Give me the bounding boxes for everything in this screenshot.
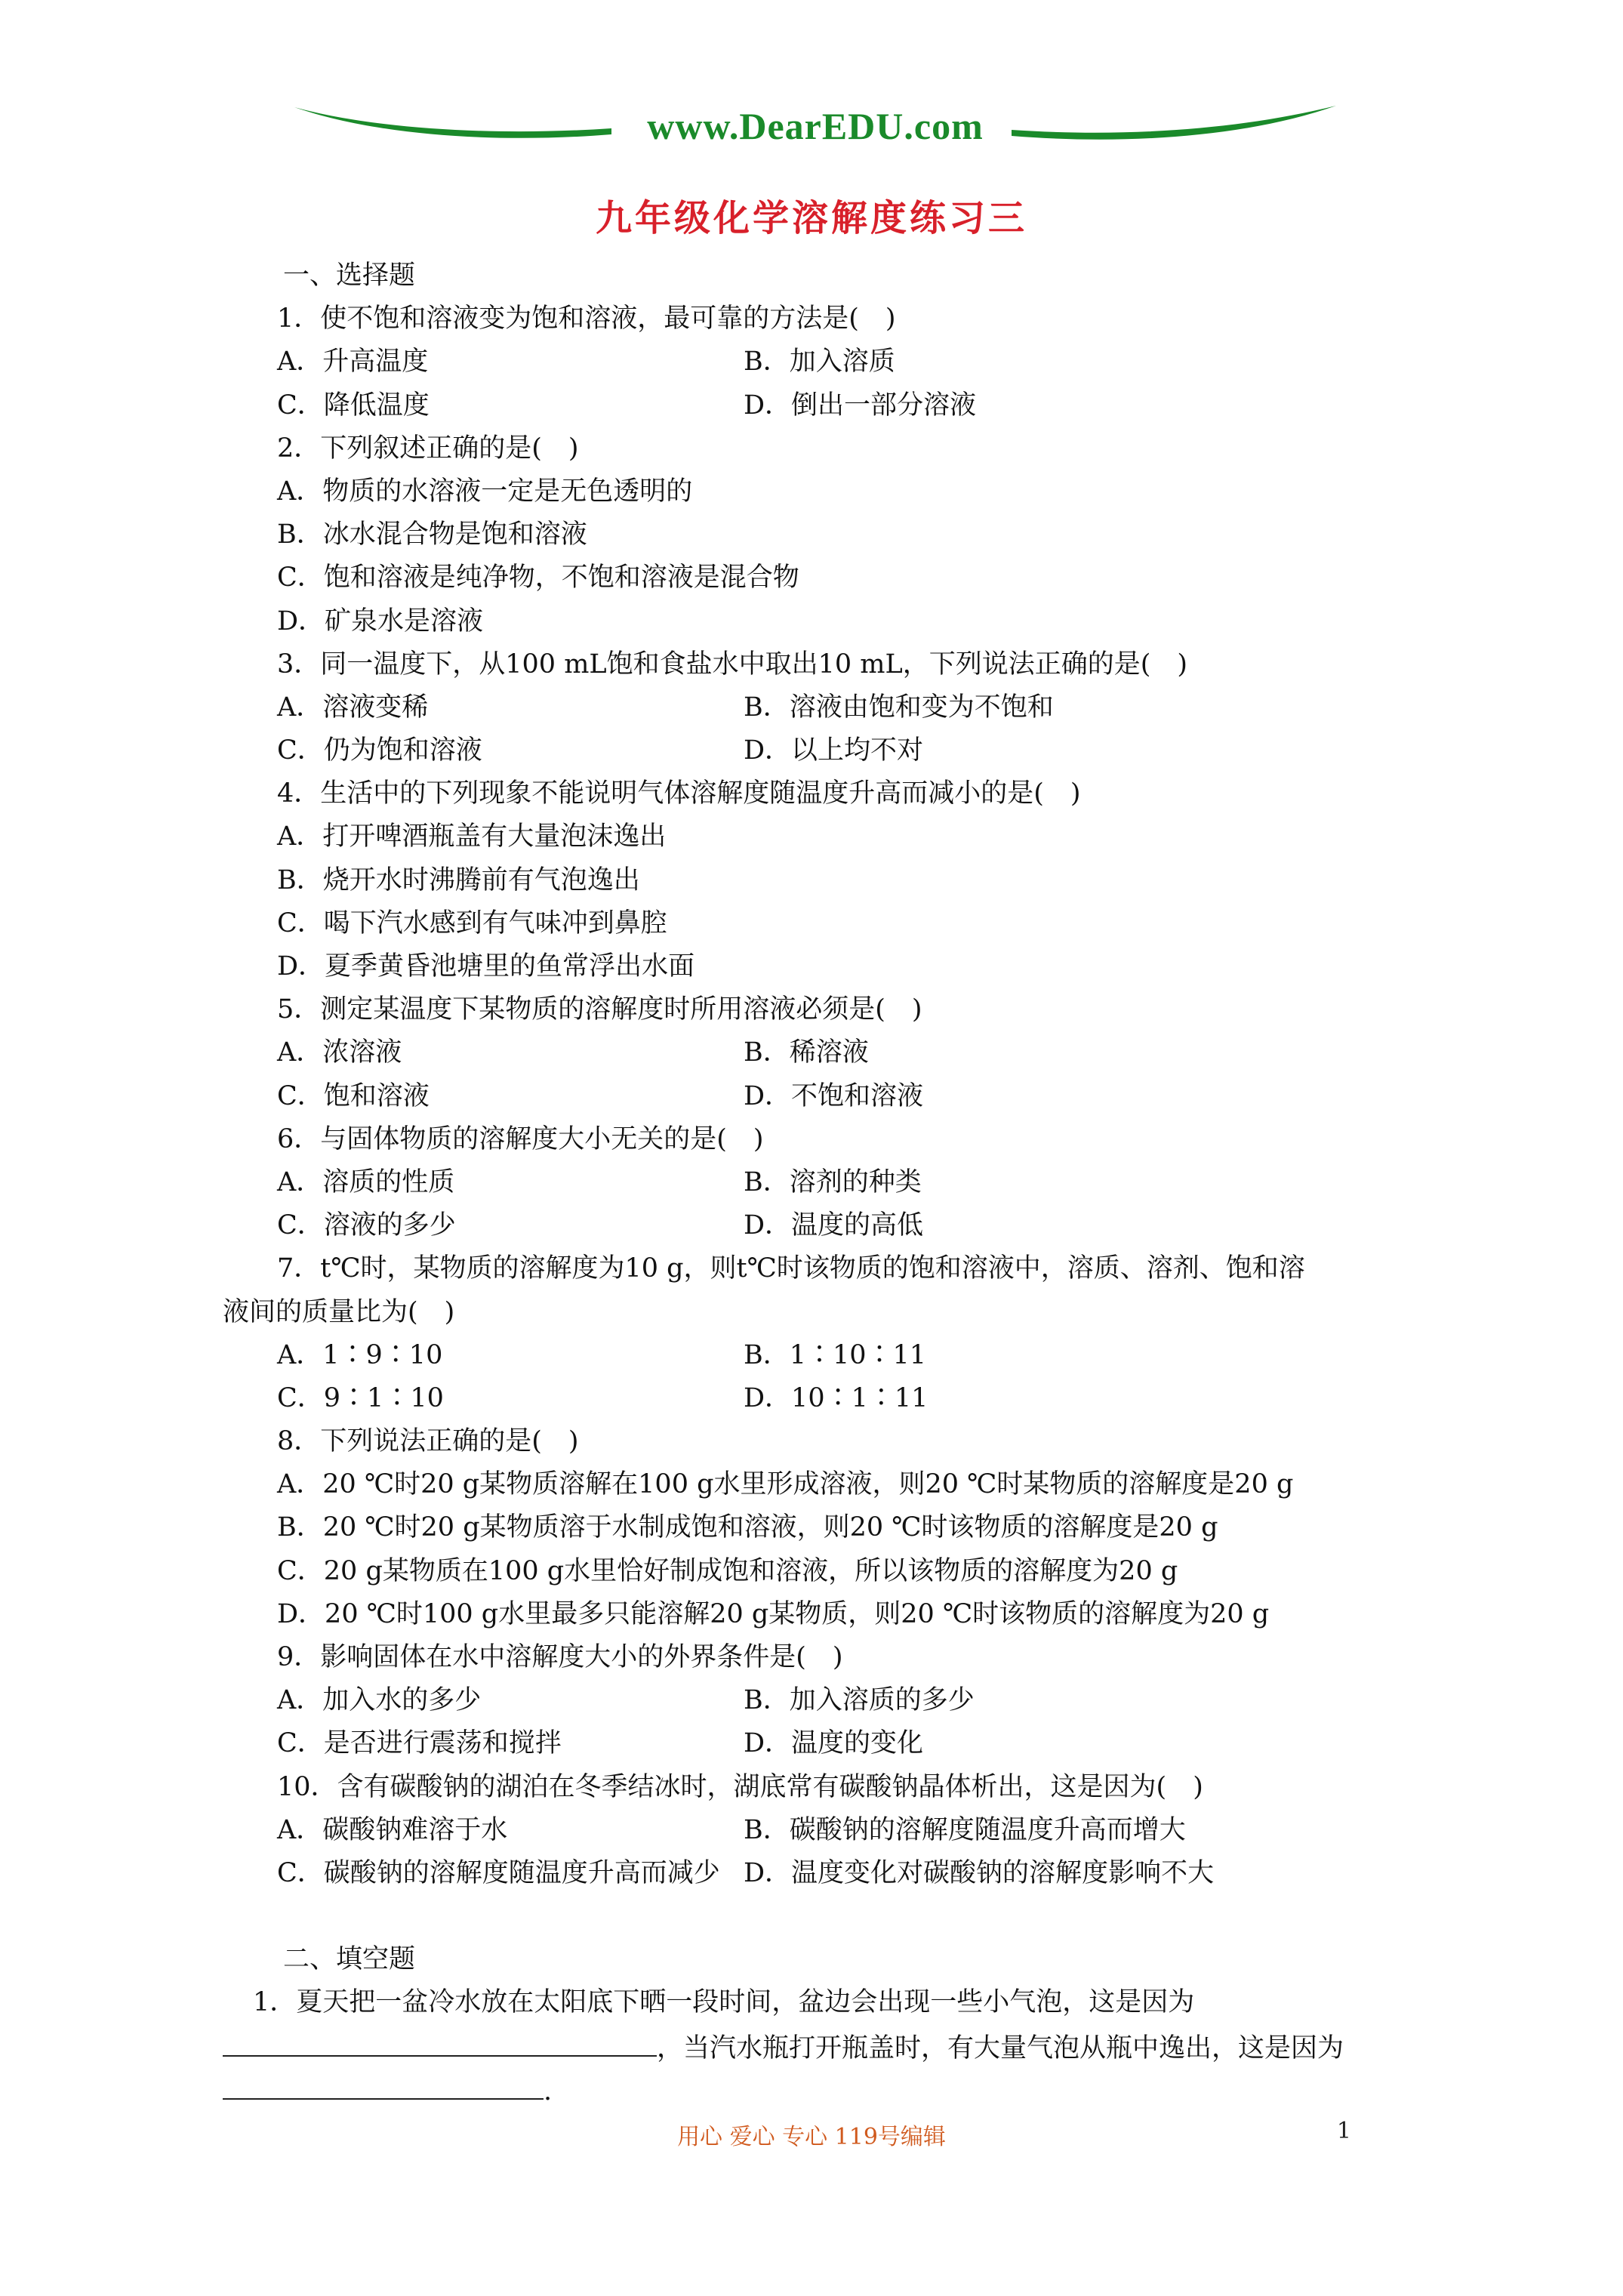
option-a: A．溶质的性质: [277, 1166, 455, 1197]
option-d: D．夏季黄昏池塘里的鱼常浮出水面: [277, 951, 695, 982]
question-8-stem: 8．下列说法正确的是( ): [277, 1426, 579, 1457]
option-c: C．是否进行震荡和搅拌: [277, 1728, 562, 1759]
section-heading-fill: 二、填空题: [283, 1944, 416, 1975]
page-title: 九年级化学溶解度练习三: [595, 197, 1027, 239]
option-b: B．碳酸钠的溶解度随温度升高而增大: [744, 1814, 1186, 1845]
option-b: B．溶液由饱和变为不饱和: [744, 692, 1054, 723]
question-9-options-ab: [223, 1679, 1431, 1722]
question-6-options-cd: [223, 1204, 1431, 1247]
question-5-stem: 5．测定某温度下某物质的溶解度时所用溶液必须是( ): [277, 994, 922, 1025]
option-d: D．10∶1∶11: [744, 1382, 929, 1413]
option-a: A．碳酸钠难溶于水: [277, 1814, 508, 1845]
question-7-options-cd: [223, 1377, 1431, 1420]
question-1-stem: 1．使不饱和溶液变为饱和溶液，最可靠的方法是( ): [277, 304, 896, 334]
section-gap: [223, 1895, 1431, 1938]
option-b: B．加入溶质: [744, 347, 895, 378]
option-c: C．碳酸钠的溶解度随温度升高而减少: [277, 1857, 720, 1888]
question-5-options-cd: [223, 1075, 1431, 1118]
page-footer: [0, 2118, 1623, 2156]
option-a: A．20 ℃时20 g某物质溶解在100 g水里形成溶液，则20 ℃时某物质的溶解度是20 g: [277, 1469, 1294, 1500]
fill-question-1-cont: [223, 2025, 1431, 2068]
option-d: D．20 ℃时100 g水里最多只能溶解20 g某物质，则20 ℃时该物质的溶解度为20 g: [277, 1598, 1270, 1629]
section-heading-choice: 一、选择题: [283, 260, 416, 291]
option-d: D．温度的变化: [744, 1728, 924, 1759]
question-3-options-ab: [223, 686, 1431, 729]
option-b: B．加入溶质的多少: [744, 1685, 975, 1716]
footer-text: 用心 爱心 专心 119号编辑: [677, 2124, 946, 2150]
option-b: B．20 ℃时20 g某物质溶于水制成饱和溶液，则20 ℃时该物质的溶解度是20 g: [277, 1512, 1218, 1543]
option-c: C．溶液的多少: [277, 1210, 456, 1241]
option-c: C．9∶1∶10: [277, 1382, 444, 1413]
option-d: D．温度变化对碳酸钠的溶解度影响不大: [744, 1857, 1215, 1888]
option-a: A．1∶9∶10: [277, 1339, 443, 1370]
question-3-options-cd: [223, 729, 1431, 772]
option-a: A．溶液变稀: [277, 692, 429, 723]
option-a: A．物质的水溶液一定是无色透明的: [277, 476, 693, 507]
page-number: 1: [1336, 2118, 1351, 2144]
fill-question-1: 1．夏天把一盆冷水放在太阳底下晒一段时间，盆边会出现一些小气泡，这是因为: [253, 1987, 1195, 2018]
question-4-stem: 4．生活中的下列现象不能说明气体溶解度随温度升高而减小的是( ): [277, 778, 1081, 809]
question-10-options-cd: [223, 1852, 1431, 1895]
option-b: B．烧开水时沸腾前有气泡逸出: [277, 864, 640, 895]
question-1-options-cd: [223, 384, 1431, 427]
option-a: A．升高温度: [277, 347, 429, 378]
option-d: D．以上均不对: [744, 735, 924, 766]
question-3-stem: 3．同一温度下，从100 mL饱和食盐水中取出10 mL，下列说法正确的是( ): [277, 649, 1188, 680]
question-10-options-ab: [223, 1809, 1431, 1852]
answer-blank[interactable]: [223, 2025, 657, 2057]
question-2-stem: 2．下列叙述正确的是( ): [277, 433, 579, 464]
question-7-options-ab: [223, 1334, 1431, 1377]
question-7-stem-cont: 液间的质量比为( ): [223, 1296, 455, 1327]
question-6-stem: 6．与固体物质的溶解度大小无关的是( ): [277, 1123, 764, 1154]
fill-question-1-text: ，当汽水瓶打开瓶盖时，有大量气泡从瓶中逸出，这是因为: [657, 2032, 1344, 2063]
option-d: D．温度的高低: [744, 1210, 924, 1241]
option-a: A．浓溶液: [277, 1037, 402, 1068]
option-c: C．饱和溶液: [277, 1080, 430, 1111]
question-9-stem: 9．影响固体在水中溶解度大小的外界条件是( ): [277, 1642, 843, 1672]
option-c: C．降低温度: [277, 390, 430, 421]
question-1-options-ab: [223, 341, 1431, 384]
site-logo-text: www.DearEDU.com: [647, 105, 984, 147]
option-d: D．不饱和溶液: [744, 1080, 924, 1111]
option-a: A．加入水的多少: [277, 1685, 482, 1716]
option-c: C．20 g某物质在100 g水里恰好制成饱和溶液，所以该物质的溶解度为20 g: [277, 1555, 1178, 1586]
option-c: C．饱和溶液是纯净物，不饱和溶液是混合物: [277, 562, 799, 593]
option-b: B．冰水混合物是饱和溶液: [277, 519, 587, 550]
option-a: A．打开啤酒瓶盖有大量泡沫逸出: [277, 821, 667, 852]
document-body: [223, 254, 1431, 2111]
question-7-stem: 7．t℃时，某物质的溶解度为10 g，则t℃时该物质的饱和溶液中，溶质、溶剂、饱和溶: [277, 1253, 1305, 1284]
question-5-options-ab: [223, 1031, 1431, 1074]
question-9-options-cd: [223, 1722, 1431, 1765]
question-6-options-ab: [223, 1161, 1431, 1204]
question-10-stem: 10．含有碳酸钠的湖泊在冬季结冰时，湖底常有碳酸钠晶体析出，这是因为( ): [277, 1771, 1203, 1802]
option-d: D．倒出一部分溶液: [744, 390, 977, 421]
option-b: B．溶剂的种类: [744, 1166, 922, 1197]
option-b: B．1∶10∶11: [744, 1339, 927, 1370]
option-d: D．矿泉水是溶液: [277, 606, 484, 636]
answer-blank[interactable]: [223, 2068, 544, 2100]
option-b: B．稀溶液: [744, 1037, 869, 1068]
fill-question-1-period: .: [544, 2076, 553, 2106]
fill-question-1-end: [223, 2068, 1431, 2111]
option-c: C．仍为饱和溶液: [277, 735, 482, 766]
site-banner: [287, 91, 1344, 159]
option-c: C．喝下汽水感到有气味冲到鼻腔: [277, 908, 667, 938]
